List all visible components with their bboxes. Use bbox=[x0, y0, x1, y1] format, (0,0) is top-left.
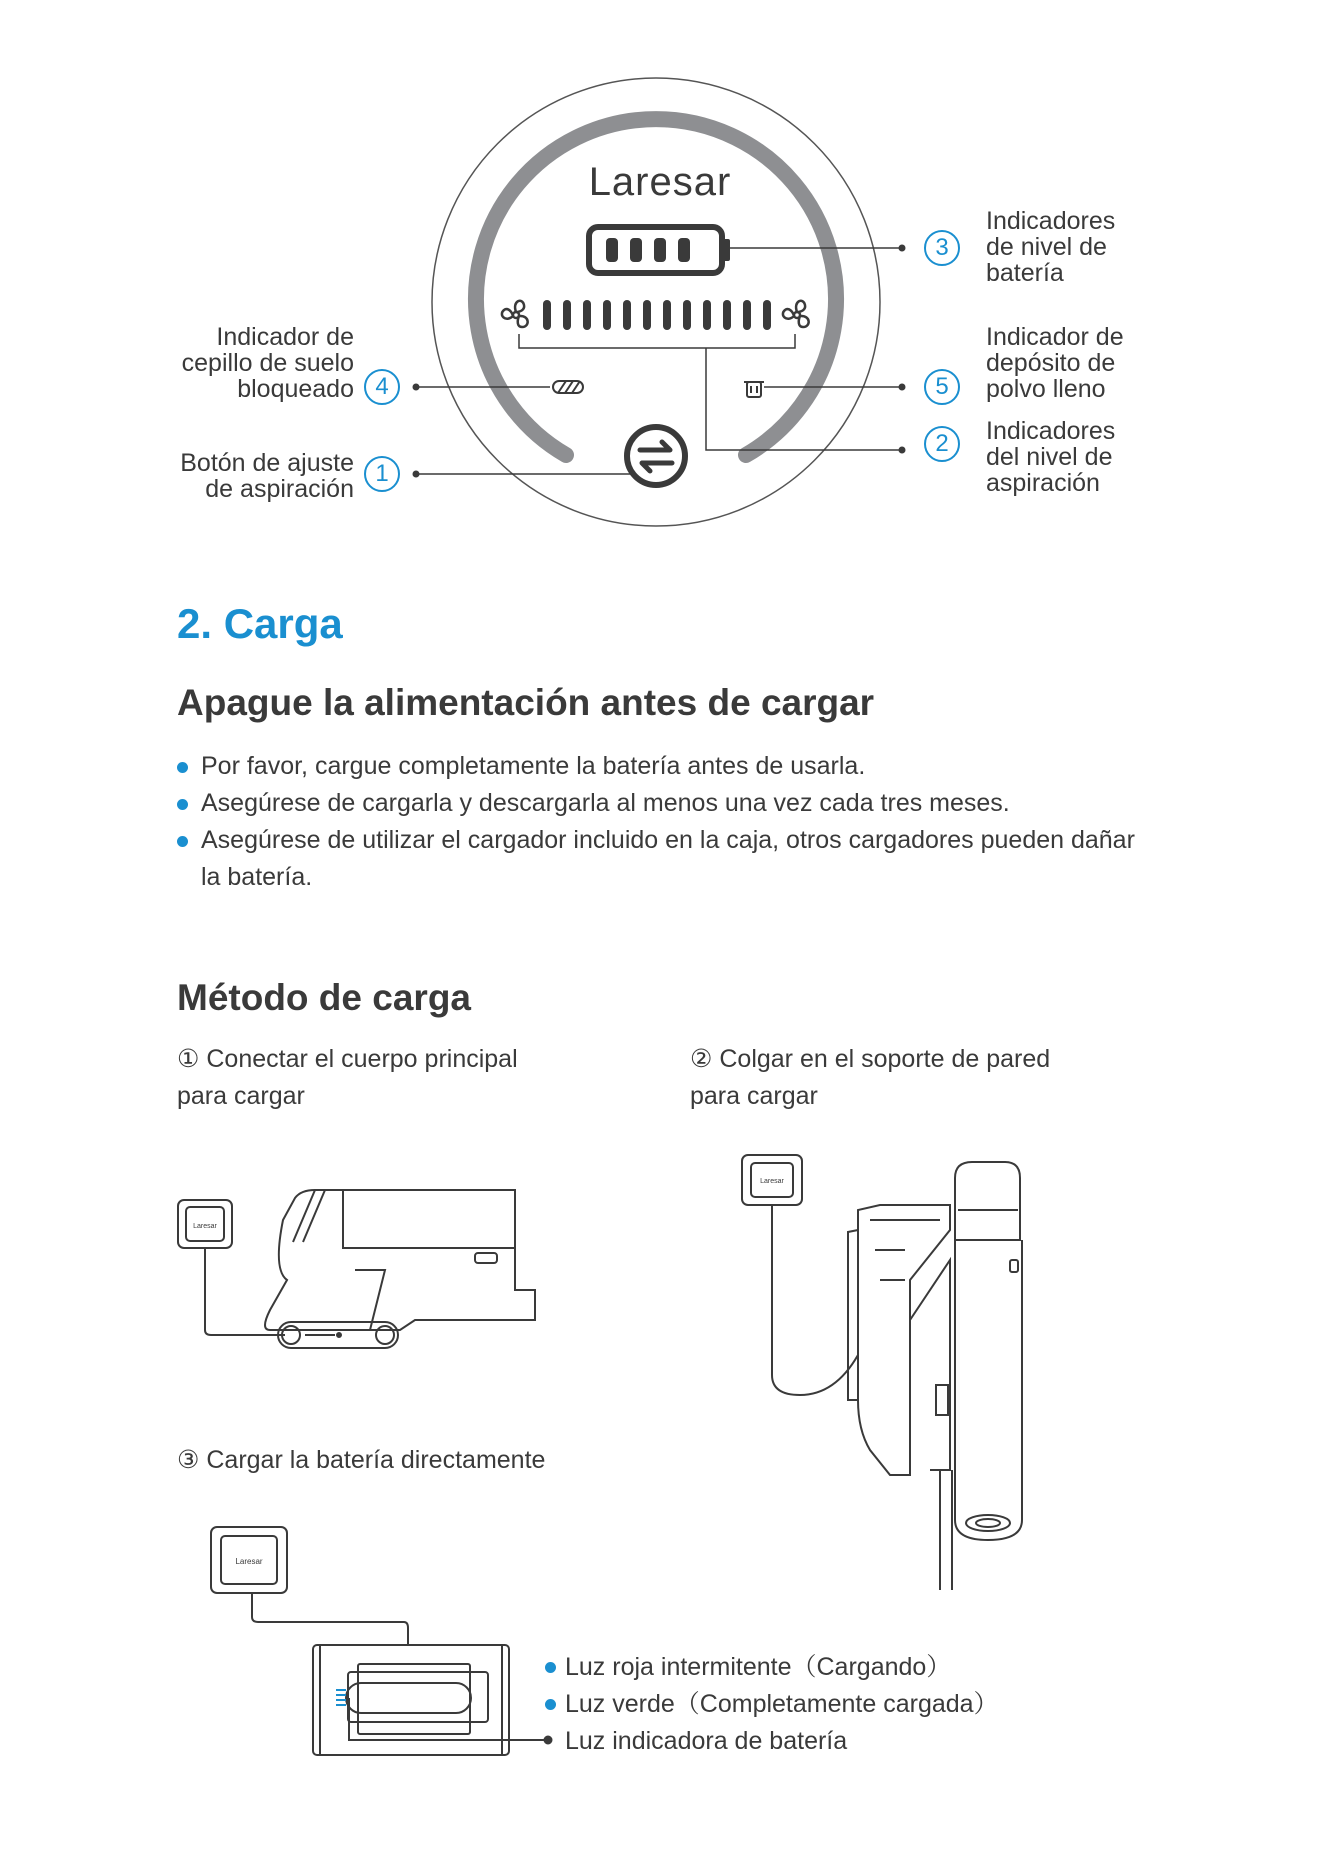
fan-icon bbox=[502, 301, 528, 327]
callout-number-3: 3 bbox=[924, 230, 960, 266]
note-red-light: Luz roja intermitente（Cargando） bbox=[541, 1649, 1061, 1686]
callout-number-1: 1 bbox=[364, 456, 400, 492]
charger-label: Laresar bbox=[193, 1223, 217, 1230]
fan-icon bbox=[783, 301, 809, 327]
bullet-dot bbox=[545, 1662, 556, 1673]
handheld-charging-illustration bbox=[175, 1170, 595, 1370]
trash-icon bbox=[744, 382, 764, 397]
battery-charging-illustration bbox=[208, 1522, 568, 1762]
suction-level-bars bbox=[543, 300, 771, 330]
battery-icon bbox=[589, 227, 730, 273]
section-title: 2. Carga bbox=[177, 600, 343, 647]
callout-label-3: Indicadores de nivel de batería bbox=[986, 207, 1116, 287]
step-3-label: ③ Cargar la batería directamente bbox=[177, 1446, 546, 1474]
note-green-light: Luz verde（Completamente cargada） bbox=[541, 1686, 1061, 1723]
step-1-label: ① Conectar el cuerpo principal para cargar bbox=[177, 1045, 518, 1110]
callout-number-4: 4 bbox=[364, 369, 400, 405]
brush-blocked-icon bbox=[553, 381, 583, 393]
battery-notes bbox=[541, 1649, 1061, 1760]
list-item: Asegúrese de utilizar el cargador incluido en la caja, otros cargadores pueden dañar la batería. bbox=[177, 822, 1137, 896]
wall-mount-charging-illustration bbox=[740, 1150, 1070, 1590]
brand-logo: Laresar bbox=[588, 160, 732, 204]
switch-icon bbox=[627, 427, 685, 485]
charger-label: Laresar bbox=[760, 1178, 784, 1185]
list-item: Por favor, cargue completamente la batería antes de usarla. bbox=[177, 748, 1137, 785]
note-indicator-light: Luz indicadora de batería bbox=[565, 1727, 848, 1755]
callout-label-4: Indicador de cepillo de suelo bloqueado bbox=[181, 323, 354, 403]
callout-number-5: 5 bbox=[924, 369, 960, 405]
bullet-dot bbox=[545, 1699, 556, 1710]
instruction-list bbox=[177, 748, 1137, 896]
charger-label: Laresar bbox=[235, 1557, 263, 1566]
callout-label-1: Botón de ajuste de aspiración bbox=[180, 449, 354, 503]
section-subtitle: Apague la alimentación antes de cargar bbox=[177, 682, 875, 723]
callout-label-2: Indicadores del nivel de aspiración bbox=[986, 417, 1116, 497]
callout-number-2: 2 bbox=[924, 426, 960, 462]
list-item: Asegúrese de cargarla y descargarla al menos una vez cada tres meses. bbox=[177, 785, 1137, 822]
callout-label-5: Indicador de depósito de polvo lleno bbox=[986, 323, 1124, 403]
step-2-label: ② Colgar en el soporte de pared para cargar bbox=[690, 1045, 1051, 1110]
method-title: Método de carga bbox=[177, 977, 471, 1018]
